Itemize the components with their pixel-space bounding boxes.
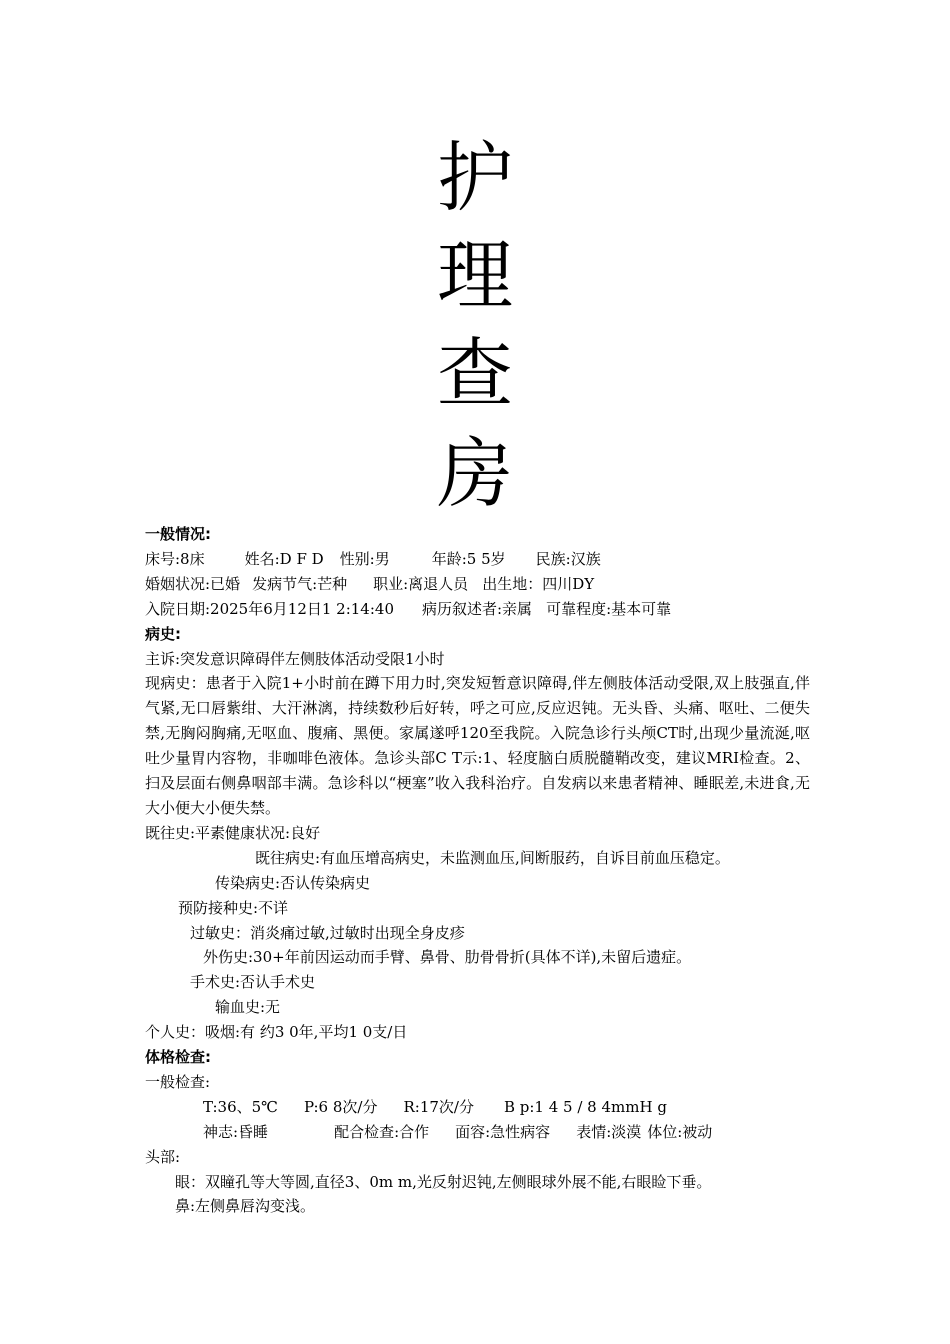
pulse: P:6 8次/分 bbox=[303, 1097, 378, 1116]
exam-heading: 体格检查: bbox=[145, 1048, 211, 1067]
present-illness: 现病史：患者于入院1+小时前在蹲下用力时,突发短暂意识障碍,伴左侧肢体活动受限,双上肢强直,伴气紧,无口唇紫绀、大汗淋漓，持续数秒后好转，呼之可应,反应迟钝。无头昏、头痛、呕吐、二便失禁,无胸闷胸痛,无呕血、腹痛、黑便。家属遂呼120至我院。入院急诊行头颅CT时,出现少量流涎,呕吐少量胃内容物，非咖啡色液体。急诊头部C T示:1、轻度脑白质脱髓鞘改变，建议MRI检查。2、扫及层面右侧鼻咽部丰满。急诊科以“梗塞”收入我科治疗。自发病以来患者精神、睡眠差,未进食,无大小便大小便失禁。 bbox=[145, 674, 810, 817]
respiration: R:17次/分 bbox=[403, 1097, 474, 1116]
general-heading: 一般情况: bbox=[145, 525, 211, 543]
infectious-history: 传染病史:否认传染病史 bbox=[215, 873, 371, 892]
past-disease-history: 既往病史:有血压增高病史，未监测血压,间断服药，自诉目前血压稳定。 bbox=[255, 848, 730, 867]
occupation: 职业:离退人员 bbox=[373, 574, 469, 593]
body-position: 体位:被动 bbox=[647, 1122, 713, 1141]
birthplace: 出生地：四川DY bbox=[482, 574, 595, 593]
personal-history: 个人史：吸烟:有 约3 0年,平均1 0支/日 bbox=[145, 1023, 408, 1042]
eye-exam: 眼：双瞳孔等大等圆,直径3、0m m,光反射迟钝,左侧眼球外展不能,右眼睑下垂。 bbox=[175, 1172, 712, 1191]
history-heading: 病史: bbox=[145, 624, 181, 643]
trauma-history: 外伤史:30+年前因运动而手臂、鼻骨、肋骨骨折(具体不详),未留后遗症。 bbox=[203, 948, 692, 967]
patient-ethnicity: 民族:汉族 bbox=[535, 549, 601, 568]
allergy-history: 过敏史：消炎痛过敏,过敏时出现全身皮疹 bbox=[190, 923, 465, 942]
history-narrator: 病历叙述者:亲属 bbox=[422, 599, 533, 618]
reliability: 可靠程度:基本可靠 bbox=[546, 599, 672, 618]
vaccination-history: 预防接种史:不详 bbox=[178, 898, 289, 917]
title-char-3: 查 bbox=[437, 329, 513, 418]
title-char-1: 护 bbox=[437, 133, 513, 222]
title-char-2: 理 bbox=[437, 231, 513, 320]
general-row-3 bbox=[145, 597, 810, 622]
onset-season: 发病节气:芒种 bbox=[252, 574, 348, 593]
past-general-health: 既往史:平素健康状况:良好 bbox=[145, 823, 321, 842]
blood-pressure: B p:1 4 5 / 8 4mmH g bbox=[503, 1097, 667, 1116]
patient-sex: 性别:男 bbox=[339, 549, 390, 568]
nose-exam: 鼻:左侧鼻唇沟变浅。 bbox=[175, 1197, 316, 1216]
general-status-row bbox=[145, 1120, 810, 1145]
marital-status: 婚姻状况:已婚 bbox=[145, 574, 241, 593]
transfusion-history: 输血史:无 bbox=[215, 998, 281, 1017]
general-row-1 bbox=[145, 547, 810, 572]
record-body bbox=[145, 522, 810, 1219]
bed-number: 床号:8床 bbox=[145, 549, 205, 568]
facies: 面容:急性病容 bbox=[455, 1122, 551, 1141]
surgery-history: 手术史:否认手术史 bbox=[190, 973, 316, 992]
general-exam-label: 一般检查: bbox=[145, 1072, 211, 1091]
patient-age: 年龄:5 5岁 bbox=[431, 549, 506, 568]
expression: 表情:淡漠 bbox=[576, 1122, 642, 1141]
title-char-4: 房 bbox=[437, 429, 513, 518]
chief-complaint: 主诉:突发意识障碍伴左侧肢体活动受限1小时 bbox=[145, 649, 445, 668]
admission-date: 入院日期:2025年6月12日1 2:14:40 bbox=[145, 599, 394, 618]
vital-signs-row bbox=[145, 1095, 810, 1120]
consciousness: 神志:昏睡 bbox=[203, 1122, 269, 1141]
cooperation: 配合检查:合作 bbox=[334, 1122, 430, 1141]
patient-name: 姓名:D F D bbox=[244, 549, 324, 568]
temperature: T:36、5℃ bbox=[203, 1097, 278, 1116]
general-row-2 bbox=[145, 572, 810, 597]
head-label: 头部: bbox=[145, 1147, 181, 1166]
